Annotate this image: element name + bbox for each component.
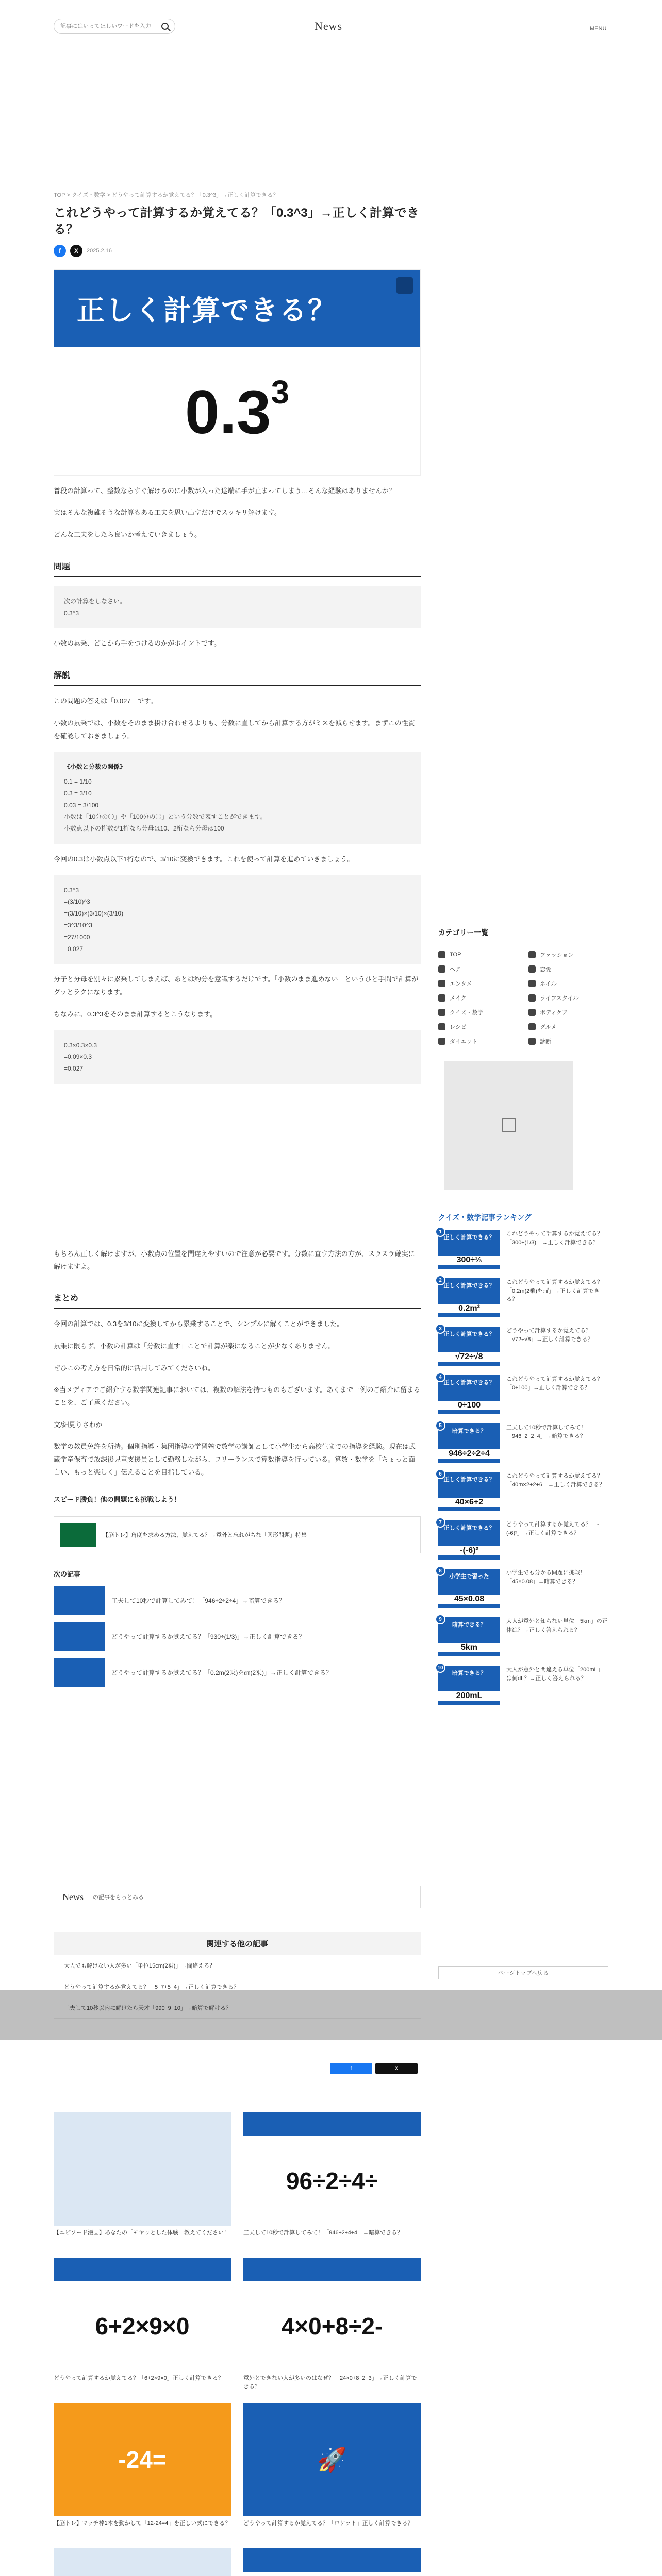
summary-paragraph-4: ※当メディアでご紹介する数学関連記事においては、複数の解法を持つものもございます。あくまで一例のご紹介に留まることを、ご了承ください。: [54, 1386, 421, 1407]
menu-label: MENU: [590, 26, 607, 32]
ranking-thumbnail: [438, 1375, 500, 1414]
ranking-item[interactable]: [438, 1327, 608, 1366]
hero-base: 0.3: [185, 377, 271, 447]
ranking-title: これどうやって計算するか覚えてる？「40m×2+2+6」→正しく計算できる？: [506, 1473, 605, 1488]
article: [54, 191, 421, 1687]
rule-body: 0.1 = 1/10 0.3 = 3/10 0.03 = 3/100 小数は「10分の〇」や「100分の〇」という分数で表すことができます。 小数点以下の桁数が1桁なら分母は10、2桁なら分母は100: [64, 777, 267, 833]
ranking-thumb-formula: 40×6+2: [438, 1498, 500, 1507]
rank-number: 1: [435, 1227, 445, 1237]
category-icon: [528, 994, 536, 1002]
ranking-thumbnail: [438, 1520, 500, 1560]
category-label: ヘア: [450, 967, 461, 973]
ranking-thumbnail: [438, 1278, 500, 1317]
category-icon: [528, 951, 536, 958]
rule-box: [54, 752, 421, 844]
x-share-button[interactable]: X: [375, 2063, 418, 2074]
facebook-share-button[interactable]: f: [330, 2063, 372, 2074]
category-label: エンタメ: [450, 981, 472, 987]
ranking-thumb-formula: 200mL: [438, 1691, 500, 1701]
x-share-icon[interactable]: X: [70, 245, 82, 257]
more-news-bar[interactable]: [54, 1886, 421, 1908]
summary-heading: まとめ: [54, 1292, 421, 1309]
more-news-text: の記事をもっとみる: [93, 1894, 144, 1901]
answer-paragraph-4: 分子と分母を別々に累乗してしまえば、あとは約分を意識するだけです。「小数のまま進めない」というひと手間で計算がグッとラクになります。: [54, 975, 419, 996]
ranking-thumb-formula: √72÷√8: [438, 1352, 500, 1362]
ranking-thumb-title: 正しく計算できる？: [443, 1525, 495, 1531]
speed-thumbnail: [60, 1523, 96, 1547]
ad-spacer: [54, 1084, 421, 1239]
facebook-share-icon[interactable]: f: [54, 245, 66, 257]
rank-number: 6: [435, 1469, 445, 1479]
problem-box: [54, 586, 421, 629]
category-icon: [528, 980, 536, 987]
ranking-thumbnail: [438, 1230, 500, 1269]
share-row: [330, 2063, 418, 2074]
site-header: [0, 0, 662, 57]
next-article-title: どうやって計算するか覚えてる？「0.2m(2乗)を㎝(2乗)」→正しく計算できる？: [111, 1669, 333, 1676]
category-heading: カテゴリー一覧: [438, 927, 608, 942]
category-label: レシピ: [450, 1024, 467, 1030]
ranking-thumb-formula: 946÷2÷2÷4: [438, 1449, 500, 1459]
article-card[interactable]: [243, 2112, 421, 2246]
breadcrumb[interactable]: TOP > クイズ・数学 > どうやって計算するか覚えてる？「0.3^3」→正しく計算できる？: [54, 192, 279, 198]
ranking-thumbnail: [438, 1666, 500, 1705]
hero-exponent: 3: [271, 373, 290, 411]
category-icon: [528, 1023, 536, 1030]
problem-text: 小数の累乗、どこから手をつけるのかがポイントです。: [54, 639, 221, 648]
card-image: [243, 2258, 421, 2371]
category-item[interactable]: [528, 951, 608, 959]
chat-icon[interactable]: [396, 277, 413, 294]
ranking-title: どうやって計算するか覚えてる？「-(-6)²」→正しく計算できる？: [506, 1521, 599, 1536]
article-card[interactable]: [243, 2548, 421, 2576]
rank-number: 9: [435, 1614, 445, 1624]
problem-box-text: 次の計算をしなさい。 0.3^3: [64, 597, 126, 617]
intro-paragraph-2: 実はそんな複雑そうな計算もある工夫を思い出すだけでスッキリ解けます。: [54, 509, 281, 517]
category-label: ファッション: [540, 952, 574, 958]
ranking-item[interactable]: [438, 1617, 608, 1656]
next-article-2[interactable]: [54, 1622, 421, 1651]
category-icon: [528, 965, 536, 973]
card-title: 【エピソード漫画】あなたの「モヤッとした体験」教えてください！: [54, 2230, 229, 2236]
category-item[interactable]: [438, 951, 518, 959]
sidebar: [438, 927, 608, 1714]
ranking-item[interactable]: [438, 1278, 608, 1317]
article-meta: [54, 245, 421, 257]
summary-paragraph-3: ぜひこの考え方を日常的に活用してみてくださいね。: [54, 1364, 215, 1372]
next-article-title: どうやって計算するか覚えてる？「930÷(1/3)」→正しく計算できる？: [111, 1633, 305, 1640]
ranking-thumb-title: 正しく計算できる？: [443, 1477, 495, 1483]
ranking-item[interactable]: [438, 1230, 608, 1269]
card-image: [243, 2403, 421, 2516]
hero-band: [54, 270, 420, 347]
category-icon: [438, 1023, 445, 1030]
overlay-banner: [0, 1990, 662, 2040]
article-card[interactable]: [54, 2112, 231, 2246]
ranking-thumb-formula: 0.2m²: [438, 1304, 500, 1313]
page-top-button[interactable]: ページトップへ戻る: [438, 1966, 608, 1979]
category-icon: [438, 951, 445, 958]
category-label: クイズ・数学: [450, 1010, 484, 1016]
image-placeholder-icon: [502, 1118, 516, 1132]
answer-heading: 解説: [54, 669, 421, 686]
category-item[interactable]: [528, 994, 608, 1002]
card-title: 【脳トレ】マッチ棒1本を動かして「12-24=4」を正しい式にできる？: [54, 2520, 231, 2527]
related-heading: 関連する他の記事: [54, 1932, 421, 1955]
speed-link-text: 【脳トレ】角度を求める方法、覚えてる？→意外と忘れがちな「図形問題」特集: [103, 1532, 307, 1539]
rank-number: 3: [435, 1324, 445, 1334]
article-card-grid: [54, 2112, 421, 2576]
rocket-icon: 🚀: [317, 2446, 347, 2473]
ranking-thumb-formula: 5km: [438, 1643, 500, 1652]
article-card[interactable]: [243, 2258, 421, 2392]
ranking-item[interactable]: [438, 1472, 608, 1511]
category-item[interactable]: [438, 994, 518, 1002]
category-icon: [528, 1038, 536, 1045]
next-heading: 次の記事: [54, 1570, 81, 1579]
card-title: 意外とできない人が多いのはなぜ？「24×0+8÷2÷3」→正しく計算できる？: [243, 2375, 417, 2390]
direct-calc-box: [54, 1030, 421, 1084]
ranking-thumbnail: [438, 1327, 500, 1366]
card-image: [54, 2112, 231, 2226]
ranking-thumb-title: 小学生で習った: [449, 1573, 489, 1580]
category-item[interactable]: [528, 1023, 608, 1031]
related-item[interactable]: 工夫して10秒以内に解けたら天才「990÷9÷10」→暗算で解ける？: [54, 1997, 421, 2019]
ranking-list: [438, 1230, 608, 1705]
category-item[interactable]: [438, 1008, 518, 1016]
category-item[interactable]: [528, 979, 608, 988]
author-name: 文/細見りさわか: [54, 1420, 103, 1429]
card-title: 工夫して10秒で計算してみて！「946÷2÷4÷4」→暗算できる？: [243, 2230, 403, 2236]
ranking-item[interactable]: [438, 1520, 608, 1560]
ranking-title: どうやって計算するか覚えてる？「√72÷√8」→正しく計算できる？: [506, 1328, 593, 1343]
rank-number: 8: [435, 1566, 445, 1576]
card-title: どうやって計算するか覚えてる？「6+2×9×0」正しく計算できる？: [54, 2375, 224, 2381]
category-label: TOP: [450, 952, 461, 958]
ranking-thumbnail: [438, 1569, 500, 1608]
category-icon: [438, 980, 445, 987]
card-image: [54, 2548, 231, 2576]
card-image: [54, 2403, 231, 2516]
category-item[interactable]: [438, 1037, 518, 1045]
category-icon: [438, 965, 445, 973]
rule-title: 《小数と分数の関係》: [64, 763, 126, 771]
ranking-thumbnail: [438, 1472, 500, 1511]
card-image-text: 96÷2÷4÷: [286, 2167, 378, 2194]
next-article-thumbnail: [54, 1586, 105, 1615]
ranking-item[interactable]: [438, 1423, 608, 1463]
ranking-thumb-title: 暗算できる？: [452, 1622, 486, 1628]
rank-number: 2: [435, 1275, 445, 1285]
category-item[interactable]: [438, 1023, 518, 1031]
card-title: どうやって計算するか覚えてる？「ロケット」正しく計算できる？: [243, 2520, 413, 2527]
ranking-title: 小学生でも分かる問題に挑戦！「45×0.08」→暗算できる？: [506, 1570, 586, 1585]
card-image-text: -24=: [118, 2446, 167, 2473]
answer-paragraph-5: ちなみに、0.3^3をそのまま計算するとこうなります。: [54, 1010, 217, 1018]
summary-paragraph-1: 今回の計算では、0.3を3/10に変換してから累乗することで、シンプルに解くことができました。: [54, 1320, 344, 1328]
answer-paragraph-1: この問題の答えは「0.027」です。: [54, 697, 157, 705]
ranking-thumb-formula: 45×0.08: [438, 1595, 500, 1604]
article-card[interactable]: [54, 2548, 231, 2576]
hero-formula: [54, 373, 420, 448]
news-logo: News: [62, 1891, 84, 1902]
answer-paragraph-3: 今回の0.3は小数点以下1桁なので、3/10に変換できます。これを使って計算を進めていきましょう。: [54, 855, 354, 863]
ranking-thumb-formula: 0÷100: [438, 1401, 500, 1410]
next-article-title: 工夫して10秒で計算してみて！「946÷2÷2÷4」→暗算できる？: [111, 1597, 286, 1604]
category-label: ボディケア: [540, 1010, 568, 1016]
speed-link[interactable]: [54, 1516, 421, 1553]
ranking-thumbnail: [438, 1423, 500, 1463]
ranking-title: 大人が意外と知らない単位「5km」の正体は？→正しく答えられる？: [506, 1618, 608, 1633]
category-item[interactable]: [438, 965, 518, 973]
ranking-thumb-title: 正しく計算できる？: [443, 1283, 495, 1289]
search-box[interactable]: [54, 19, 175, 34]
speed-heading: スピード勝負！他の問題にも挑戦しよう！: [54, 1496, 181, 1504]
ranking-thumb-title: 正しく計算できる？: [443, 1380, 495, 1386]
answer-paragraph-2: 小数の累乗では、小数をそのまま掛け合わせるよりも、分数に直してから計算する方がミスを減らせます。まずこの性質を確認しておきましょう。: [54, 719, 415, 740]
ranking-thumb-formula: -(-6)²: [438, 1546, 500, 1555]
ranking-item[interactable]: [438, 1569, 608, 1608]
category-list: [438, 951, 608, 1045]
direct-calc-text: 0.3×0.3×0.3 =0.09×0.3 =0.027: [64, 1041, 97, 1073]
next-article-3[interactable]: [54, 1658, 421, 1687]
category-label: 恋愛: [540, 967, 551, 973]
article-card[interactable]: [54, 2258, 231, 2392]
category-label: ライフスタイル: [540, 995, 579, 1002]
summary-paragraph-2: 累乗に限らず、小数の計算は「分数に直す」ことで計算が楽になることが少なくありません。: [54, 1342, 335, 1350]
card-image: [243, 2112, 421, 2226]
next-article-thumbnail: [54, 1622, 105, 1651]
menu-button[interactable]: [567, 26, 606, 32]
category-label: 診断: [540, 1039, 551, 1045]
category-item[interactable]: [438, 979, 518, 988]
category-item[interactable]: [528, 965, 608, 973]
hero-image: [54, 269, 421, 476]
category-label: ダイエット: [450, 1039, 478, 1045]
ranking-title: これどうやって計算するか覚えてる？「300÷(1/3)」→正しく計算できる？: [506, 1231, 603, 1246]
ranking-item[interactable]: [438, 1666, 608, 1705]
article-card[interactable]: [54, 2403, 231, 2537]
ranking-title: これどうやって計算するか覚えてる？「0÷100」→正しく計算できる？: [506, 1376, 603, 1391]
next-article-thumbnail: [54, 1658, 105, 1687]
page-title: これどうやって計算するか覚えてる？「0.3^3」→正しく計算できる？: [54, 206, 419, 237]
calc-box: [54, 875, 421, 964]
ranking-heading: クイズ・数学記事ランキング: [438, 1213, 532, 1222]
category-icon: [438, 1009, 445, 1016]
ranking-title: 大人が意外と間違える単位「200mL」は何dL？→正しく答えられる？: [506, 1667, 603, 1682]
site-logo[interactable]: News: [315, 20, 343, 32]
ranking-item[interactable]: [438, 1375, 608, 1414]
rank-number: 4: [435, 1372, 445, 1382]
article-card[interactable]: [243, 2403, 421, 2537]
author-bio: 数学の教員免許を所持。個別指導・集団指導の学習塾で数学の講師として小学生から高校生までの指導を経験。現在は武蔵学童保育で放課後児童支援員として勤務しながら、フリーランスで算数指導を行っている。算数・数学を「ちょっと面白い、もっと楽しく」伝えることを目指している。: [54, 1443, 416, 1476]
hero-band-text: 正しく計算できる？: [77, 295, 337, 327]
card-image: [243, 2548, 421, 2576]
search-icon[interactable]: [161, 23, 169, 30]
ranking-thumb-title: 暗算できる？: [452, 1670, 486, 1676]
related-item[interactable]: 大人でも解けない人が多い「単位15cm(2乗)」→間違える？: [54, 1955, 421, 1976]
category-label: ネイル: [540, 981, 557, 987]
category-icon: [438, 1038, 445, 1045]
ranking-thumbnail: [438, 1617, 500, 1656]
category-label: メイク: [450, 995, 467, 1002]
category-item[interactable]: [528, 1008, 608, 1016]
intro-paragraph-1: 普段の計算って、整数ならすぐ解けるのに小数が入った途端に手が止まってしまう…そんな経験はありませんか？: [54, 486, 395, 495]
rank-number: 10: [435, 1663, 445, 1673]
card-image: [54, 2258, 231, 2371]
related-item[interactable]: どうやって計算するか覚えてる？「5÷7+5÷4」→正しく計算できる？: [54, 1976, 421, 1997]
category-item[interactable]: [528, 1037, 608, 1045]
ranking-thumb-formula: 300÷⅓: [438, 1256, 500, 1265]
rank-number: 7: [435, 1517, 445, 1528]
search-input[interactable]: [60, 23, 161, 29]
publish-date: 2025.2.16: [87, 247, 112, 254]
calc-box-text: 0.3^3 =(3/10)^3 =(3/10)×(3/10)×(3/10) =3^3/10^3 =27/1000 =0.027: [64, 886, 124, 953]
category-label: グルメ: [540, 1024, 557, 1030]
category-icon: [528, 1009, 536, 1016]
rank-number: 5: [435, 1420, 445, 1431]
card-image-text: 4×0+8÷2-: [281, 2313, 383, 2340]
card-image-text: 6+2×9×0: [95, 2313, 190, 2340]
problem-heading: 問題: [54, 560, 421, 577]
next-article-1[interactable]: [54, 1586, 421, 1615]
ad-placeholder[interactable]: [444, 1061, 573, 1190]
ranking-title: これどうやって計算するか覚えてる？「0.2m(2乗)を㎠」→正しく計算できる？: [506, 1279, 603, 1302]
category-icon: [438, 994, 445, 1002]
answer-paragraph-6: もちろん正しく解けますが、小数点の位置を間違えやすいので注意が必要です。分数に直す方法の方が、スラスラ確実に解けますよ。: [54, 1249, 415, 1270]
ranking-thumb-title: 正しく計算できる？: [443, 1234, 495, 1241]
ranking-thumb-title: 正しく計算できる？: [443, 1331, 495, 1337]
ranking-thumb-title: 暗算できる？: [452, 1428, 486, 1434]
intro-paragraph-3: どんな工夫をしたら良いか考えていきましょう。: [54, 531, 202, 539]
ranking-title: 工夫して10秒で計算してみて！「946÷2÷2÷4」→暗算できる？: [506, 1425, 587, 1439]
